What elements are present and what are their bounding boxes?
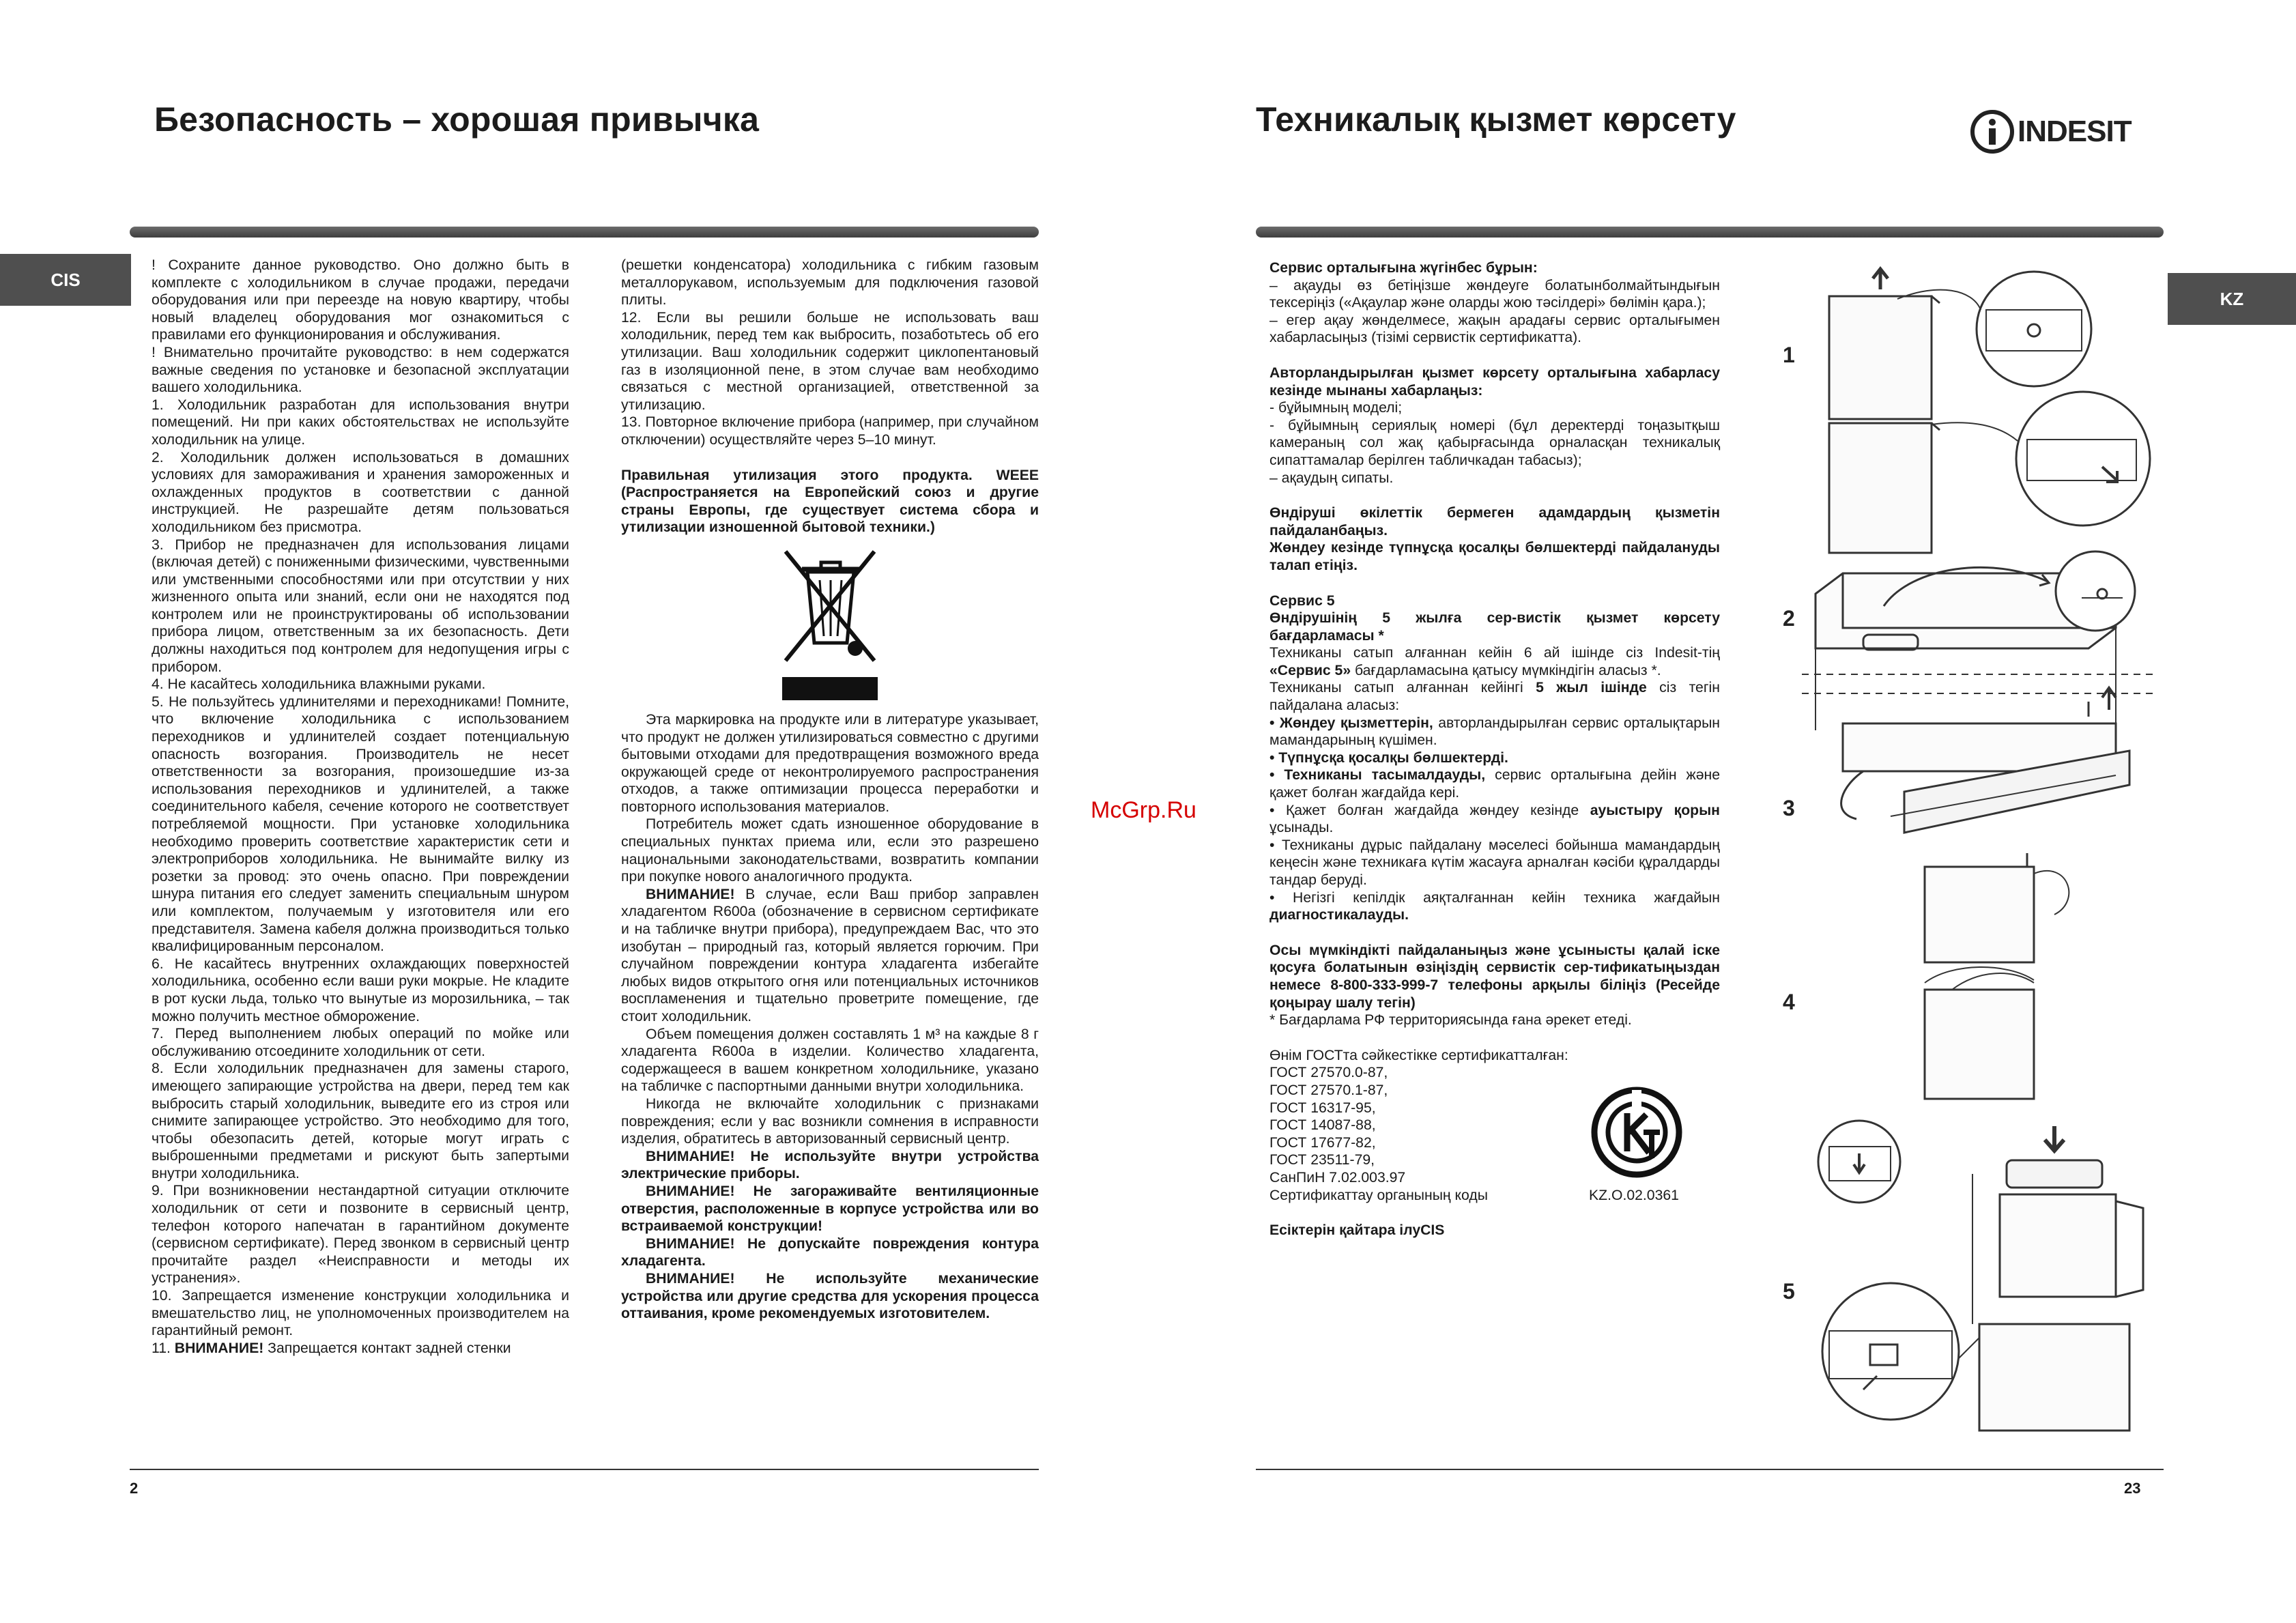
figure-label-3: 3: [1783, 796, 1795, 820]
figure-label-2: 2: [1783, 606, 1795, 631]
left-column-2: [621, 257, 1039, 1323]
figure-label-5: 5: [1783, 1279, 1795, 1304]
safety-paragraph: 5. Не пользуйтесь удлинителями и переходниками! Помните, что включение холодильника с использованием переходников и удлинителей создает потенциальную опасность возгорания. Производитель не несет ответственности за возгорания, произошедшие из-за использования переходников и удлинителей, а также соединительного кабеля, сечение которого не соответствует потребляемой мощности. При установке холодильника необходимо проверить соответствие характеристик сети и электроприборов холодильника. Не вынимайте вилку из розетки за провод: это очень опасно. При повреждении шнура питания его следует заменить специальным шнуром или комплектом, получаемым у изготовителя или его представителя. Замена кабеля должна производиться только квалифицированным персоналом.: [152, 693, 569, 955]
right-page-title: Техникалық қызмет көрсету: [1256, 100, 1736, 139]
volume-text: Объем помещения должен составлять 1 м³ на каждые 8 г хладагента R600a в изделии. Количество хладагента, содержащееся в вашем конкретном холодильнике, указано на табличке с паспортными данными внутри холодильника.: [621, 1026, 1039, 1095]
watermark: McGrp.Ru: [1091, 797, 1196, 823]
weee-paragraph: Эта маркировка на продукте или в литературе указывает, что продукт не должен утилизироваться совместно с другими бытовыми отходами для предотвращения возможного вреда окружающей среде от неконтролируемого распространения отходов, а также оптимизации процесса переработки и повторного использования материалов.: [621, 711, 1039, 815]
bullet-transport: • Техниканы тасымалдауды, сервис орталығына дейін және қажет болған жағдайда кері.: [1269, 767, 1720, 801]
bullet-advice: • Техниканы дұрыс пайдалану мәселесі бойынша мамандардың кеңесін және техникаға күтім жасауға арналған кәсіби құралдарды тандар беруді.: [1269, 837, 1720, 888]
gost-item: ГОСТ 23511-79,: [1269, 1152, 1375, 1168]
safety-paragraph: 8. Если холодильник предназначен для замены старого, имеющего запирающие устройства на двери, перед тем как выбросить старый холодильник, выведите его из строя или снимите запирающее устройство. Это необходимо для того, чтобы обезопасить детей, которые могут играть с выброшенными предметами и рискуют быть запертыми внутри холодильника.: [152, 1061, 569, 1181]
auth-line: - бұйымның моделі;: [1269, 400, 1403, 416]
safety-paragraph: 2. Холодильник должен использоваться в домашних условиях для замораживания и хранения замороженных и охлажденных продуктов в соответствии с данной инструкцией. Не разрешайте детям пользоваться холодильником без присмотра.: [152, 449, 569, 535]
footnote: * Бағдарлама РФ территориясында ғана әрекет етеді.: [1269, 1012, 1632, 1029]
phone-info: Осы мүмкіндікті пайдаланыңыз және ұсынысты қалай іске қосуға болатынын өзіңіздің сервистік сер-тификатыңыздан немесе 8-800-333-999-7 телефоны арқылы біліңіз (Ресейде қоңырау шалу тегін): [1269, 942, 1720, 1011]
weee-heading: Правильная утилизация этого продукта. WEEE (Распространяется на Европейский союз и другие страны Европы, где существует система сбора и утилизации изношенной бытовой техники.): [621, 467, 1039, 536]
safety-paragraph: 13. Повторное включение прибора (например, при случайном отключении) осуществляйте через 5–10 минут.: [621, 414, 1039, 448]
figure-1-fridge-doors: [1802, 262, 2157, 562]
gost-item: ГОСТ 27570.0-87,: [1269, 1065, 1388, 1081]
service-line: – егер ақау жөнделмесе, жақын арадағы сервис орталығымен хабарласыңыз (тізімі сервистік сертификатта).: [1269, 312, 1720, 346]
cert-label: Сертификаттау органының коды: [1269, 1187, 1488, 1203]
bold-warning: ВНИМАНИЕ! Не допускайте повреждения контура хладагента.: [621, 1235, 1039, 1269]
safety-paragraph: 12. Если вы решили больше не использовать ваш холодильник, перед тем как выбросить, позаботьтесь об его утилизации. Ваш холодильник содержит циклопентановый газ в изоляционной пене, в этом случае вам необходимо связаться с местной организацией, ответственной за утилизацию.: [621, 309, 1039, 413]
safety-paragraph: ! Внимательно прочитайте руководство: в нем содержатся важные сведения по установке и безопасной эксплуатации вашего холодильника.: [152, 344, 569, 396]
door-reverse-heading: Есіктерін қайтара ілуCIS: [1269, 1222, 1445, 1239]
bold-warning: ВНИМАНИЕ! Не загораживайте вентиляционные отверстия, расположенные в корпусе устройства или во встраиваемой конструкции!: [621, 1183, 1039, 1235]
bold-warning: ВНИМАНИЕ! Не используйте внутри устройства электрические приборы.: [621, 1148, 1039, 1182]
kz-cert-mark-icon: [1589, 1085, 1684, 1180]
never-text: Никогда не включайте холодильник с признаками повреждения; если у вас возникли сомнения в исправности изделия, обратитесь в авторизованный сервисный центр.: [621, 1095, 1039, 1147]
safety-paragraph: 3. Прибор не предназначен для использования лицами (включая детей) с пониженными физическими, чувственными или умственными способностями или при отсутствии у них жизненного опыта или знаний, если они не находятся под контролем или не проинструктированы об использовании прибора лицом, ответственным за их безопасность. Дети должны находиться под контролем для недопущения игры с прибором.: [152, 536, 569, 675]
bullet-parts: • Түпнұсқа қосалқы бөлшектерді.: [1269, 749, 1508, 766]
kz-tab: KZ: [2168, 273, 2296, 325]
gost-item: ГОСТ 14087-88,: [1269, 1117, 1376, 1134]
repair-original: Жөндеу кезінде түпнұсқа қосалқы бөлшектерді пайдалануды талап етіңіз.: [1269, 540, 1720, 573]
figure-5-door-hinge-bottom: [1802, 1119, 2157, 1433]
gost-heading: Өнім ГОСТта сәйкестікке сертификатталған:: [1269, 1047, 1568, 1063]
service5-free: Техниканы сатып алғаннан кейінгі 5 жыл ішінде сіз тегін пайдалана аласыз:: [1269, 680, 1720, 714]
left-footer-rule: [130, 1469, 1039, 1470]
safety-paragraph: 1. Холодильник разработан для использования внутри помещений. Ни при каких обстоятельствах не используйте холодильник на улице.: [152, 397, 569, 448]
bullet-replacement: • Қажет болған жағдайда жөндеу кезінде ауыстыру қорын ұсынады.: [1269, 802, 1720, 836]
safety-paragraph: ! Сохраните данное руководство. Оно должно быть в комплекте с холодильником в случае продажи, передачи оборудования или при переезде на новую квартиру, чтобы новый владелец оборудования мог ознакомиться с правилами его функционирования и обслуживания.: [152, 257, 569, 343]
cert-code: KZ.O.02.0361: [1589, 1187, 1679, 1203]
service5-intro: Техниканы сатып алғаннан кейін 6 ай ішінде сіз Indesit-тің «Сервис 5» бағдарламасына қатысу мүмкіндігін аласыз *.: [1269, 645, 1720, 678]
bullet-diagnostics: • Негізгі кепілдік аяқталғаннан кейін техника жағдайын диагностикалауды.: [1269, 889, 1720, 923]
right-footer-rule: [1256, 1469, 2164, 1470]
gost-item: ГОСТ 27570.1-87,: [1269, 1082, 1388, 1098]
safety-paragraph: 6. Не касайтесь внутренних охлаждающих поверхностей холодильника, особенно если ваши руки мокрые. Не кладите в рот куски льда, только что вынутые из морозильника, – так можно получить местное обморожение.: [152, 956, 569, 1024]
gost-item: ГОСТ 17677-82,: [1269, 1134, 1376, 1151]
right-page-number: 23: [2124, 1480, 2141, 1497]
auth-line: – ақаудың сипаты.: [1269, 470, 1394, 486]
weee-paragraph: Потребитель может сдать изношенное оборудование в специальных пунктах приема или, если это разрешено национальными законодательствами, возвратить компании при покупке нового аналогичного продукта.: [621, 816, 1039, 885]
right-text-column: [1269, 259, 1720, 1239]
figure-label-1: 1: [1783, 343, 1795, 367]
auth-line: - бұйымның сериялық номері (бұл деректерді тоңазытқыш камераның сол жақ қабырғасында орналасқан техникалық сипаттамалар берілген табличкадан табасыз);: [1269, 417, 1720, 468]
indesit-logo: INDESIT: [1970, 109, 2132, 154]
gost-block: [1269, 1047, 1720, 1204]
safety-paragraph: 4. Не касайтесь холодильника влажными руками.: [152, 676, 486, 693]
figure-3-bottom-panel: [1802, 683, 2157, 860]
weee-black-bar: [782, 677, 878, 700]
service-line: – ақауды өз бетіңізше жөндеуге болатынболмайтындығын тексеріңіз («Ақаулар және оларды жою тәсілдері» бөлімін қара.);: [1269, 277, 1720, 311]
left-page-title: Безопасность – хорошая привычка: [154, 100, 760, 139]
figure-4-fridge-swap-doors: [1897, 846, 2116, 1106]
gost-item: ГОСТ 16317-95,: [1269, 1100, 1376, 1116]
indesit-logo-icon: [1970, 109, 2015, 154]
right-header-bar: [1256, 227, 2164, 238]
bold-warning: ВНИМАНИЕ! Не используйте механические устройства или другие средства для ускорения процесса оттаивания, кроме рекомендуемых изготовителем.: [621, 1270, 1039, 1322]
service-heading: Сервис орталығына жүгінбес бұрын:: [1269, 260, 1538, 276]
safety-paragraph: 9. При возникновении нестандартной ситуации отключите холодильник от сети и позвоните в сервисный центр, телефон которого напечатан в гарантийном документе (сервисном сертификате). Перед звонком в сервисный центр прочитайте раздел «Неисправности и методы их устранения».: [152, 1183, 569, 1287]
left-column-1: [152, 257, 569, 1357]
crossed-bin-icon: [779, 546, 881, 673]
gost-item: СанПиН 7.02.003.97: [1269, 1169, 1406, 1186]
safety-paragraph: 7. Перед выполнением любых операций по мойке или обслуживанию отсоедините холодильник от сети.: [152, 1026, 569, 1059]
safety-paragraph: 10. Запрещается изменение конструкции холодильника и вмешательство лиц, не уполномоченных производителем на гарантийный ремонт.: [152, 1288, 569, 1339]
left-page-number: 2: [130, 1480, 139, 1497]
para-11: 11. ВНИМАНИЕ! Запрещается контакт задней стенки: [152, 1340, 511, 1356]
bullet-repair: • Жөндеу қызметтерін, авторландырылған сервис орталықтарын мамандарының күшімен.: [1269, 715, 1720, 749]
safety-paragraph: (решетки конденсатора) холодильника с гибким газовым металлорукавом, используемым для подключения газовой плиты.: [621, 257, 1039, 308]
service5-heading: Сервис 5: [1269, 592, 1335, 609]
left-header-bar: [130, 227, 1039, 238]
unauth-warning: Өндіруші өкілеттік бермеген адамдардың қызметін пайдаланбаңыз.: [1269, 505, 1720, 538]
auth-heading: Авторландырылған қызмет көрсету орталығына хабарласу кезінде мынаны хабарлаңыз:: [1269, 364, 1720, 399]
warning-r600a: ВНИМАНИЕ! В случае, если Ваш прибор заправлен хладагентом R600a (обозначение в сервисном сертификате и на табличке внутри прибора), предупреждаем Вас, что это изобутан – природный газ, который является горючим. При случайном повреждении контура хладагента избегайте любых видов открытого огня или потенциальных источников воспламенения и тщательно проветрите помещение, где стоит холодильник.: [621, 886, 1039, 1024]
figure-label-4: 4: [1783, 990, 1795, 1014]
cis-tab: CIS: [0, 254, 131, 306]
weee-symbol: [621, 546, 1039, 700]
service5-sub: Өндірушінің 5 жылға сер-вистік қызмет көрсету бағдарламасы *: [1269, 610, 1720, 644]
